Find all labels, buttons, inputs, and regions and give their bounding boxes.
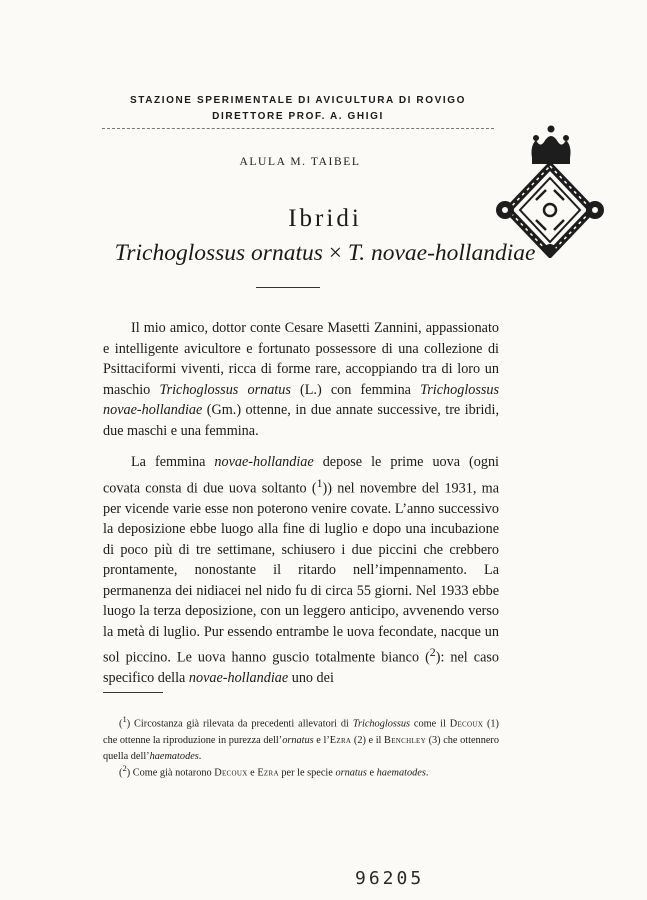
footnote-ref-2: 2	[429, 645, 436, 660]
article-subtitle	[80, 240, 570, 267]
director-line: DIRETTORE PROF. A. GHIGI	[212, 111, 384, 122]
author-name: ALULA M. TAIBEL	[239, 156, 361, 168]
title-divider	[256, 287, 320, 288]
footnote-divider	[103, 692, 163, 693]
body-paragraph-2: La femmina novae-hollandiae depose le prime uova (ogni covata consta di due uova soltanto ($^1$)) nel novembre del 1931, ma per vicende varie esse non poterono venire covate. L’anno successivo la deposizione ebbe luogo alla fine di luglio e dopo una incubazione di poco più di tre settimane, schiusero i due piccini che crebbero prontamente, nonostante il ritardo nell’impennamento. La permanenza dei nidiacei nel nido fu di circa 55 giorni. Nel 1933 ebbe luogo la terza deposizione, con un leggero anticipo, avvenendo verso la metà di luglio. Pur essendo entrambe le uova fecondate, nacque un sol piccino. Le uova hanno guscio totalmente bianco ($^2$): nel caso specifico della novae-hollandiae uno dei	[103, 454, 499, 687]
species-a: Trichoglossus ornatus	[114, 240, 323, 266]
footnote-ref-1: 1	[316, 475, 323, 490]
header-divider	[102, 128, 494, 129]
footnote-1: ($^1$) Circostanza già rilevata da precedenti allevatori di Trichoglossus come il Decoux (1) che ottenne la riproduzione in purezza dell’ornatus e l’Ezra (2) e il Benchley (3) che ottennero quella dell’haematodes.	[103, 714, 499, 763]
institution-name: STAZIONE SPERIMENTALE DI AVICULTURA DI ROVIGO	[129, 95, 467, 106]
institution-emblem-icon	[480, 118, 610, 258]
cross-symbol: ×	[328, 240, 343, 266]
species-b: T. novae-hollandiae	[347, 240, 536, 266]
article-title: Ibridi	[288, 205, 362, 232]
body-paragraph-1: Il mio amico, dottor conte Cesare Masetti Zannini, appassionato e intelligente avicultore e fortunato possessore di una collezione di Psittaciformi viventi, ricca di forme rare, accoppiando tra di loro un maschio Trichoglossus ornatus (L.) con femmina Trichoglossus novae-hollandiae (Gm.) ottenne, in due annate successive, tre ibridi, due maschi e una femmina.	[103, 320, 500, 439]
inventory-stamp: 96205	[355, 868, 425, 889]
footnote-2: ($^2$) Come già notarono Decoux e Ezra per le specie ornatus e haematodes.	[119, 763, 429, 779]
